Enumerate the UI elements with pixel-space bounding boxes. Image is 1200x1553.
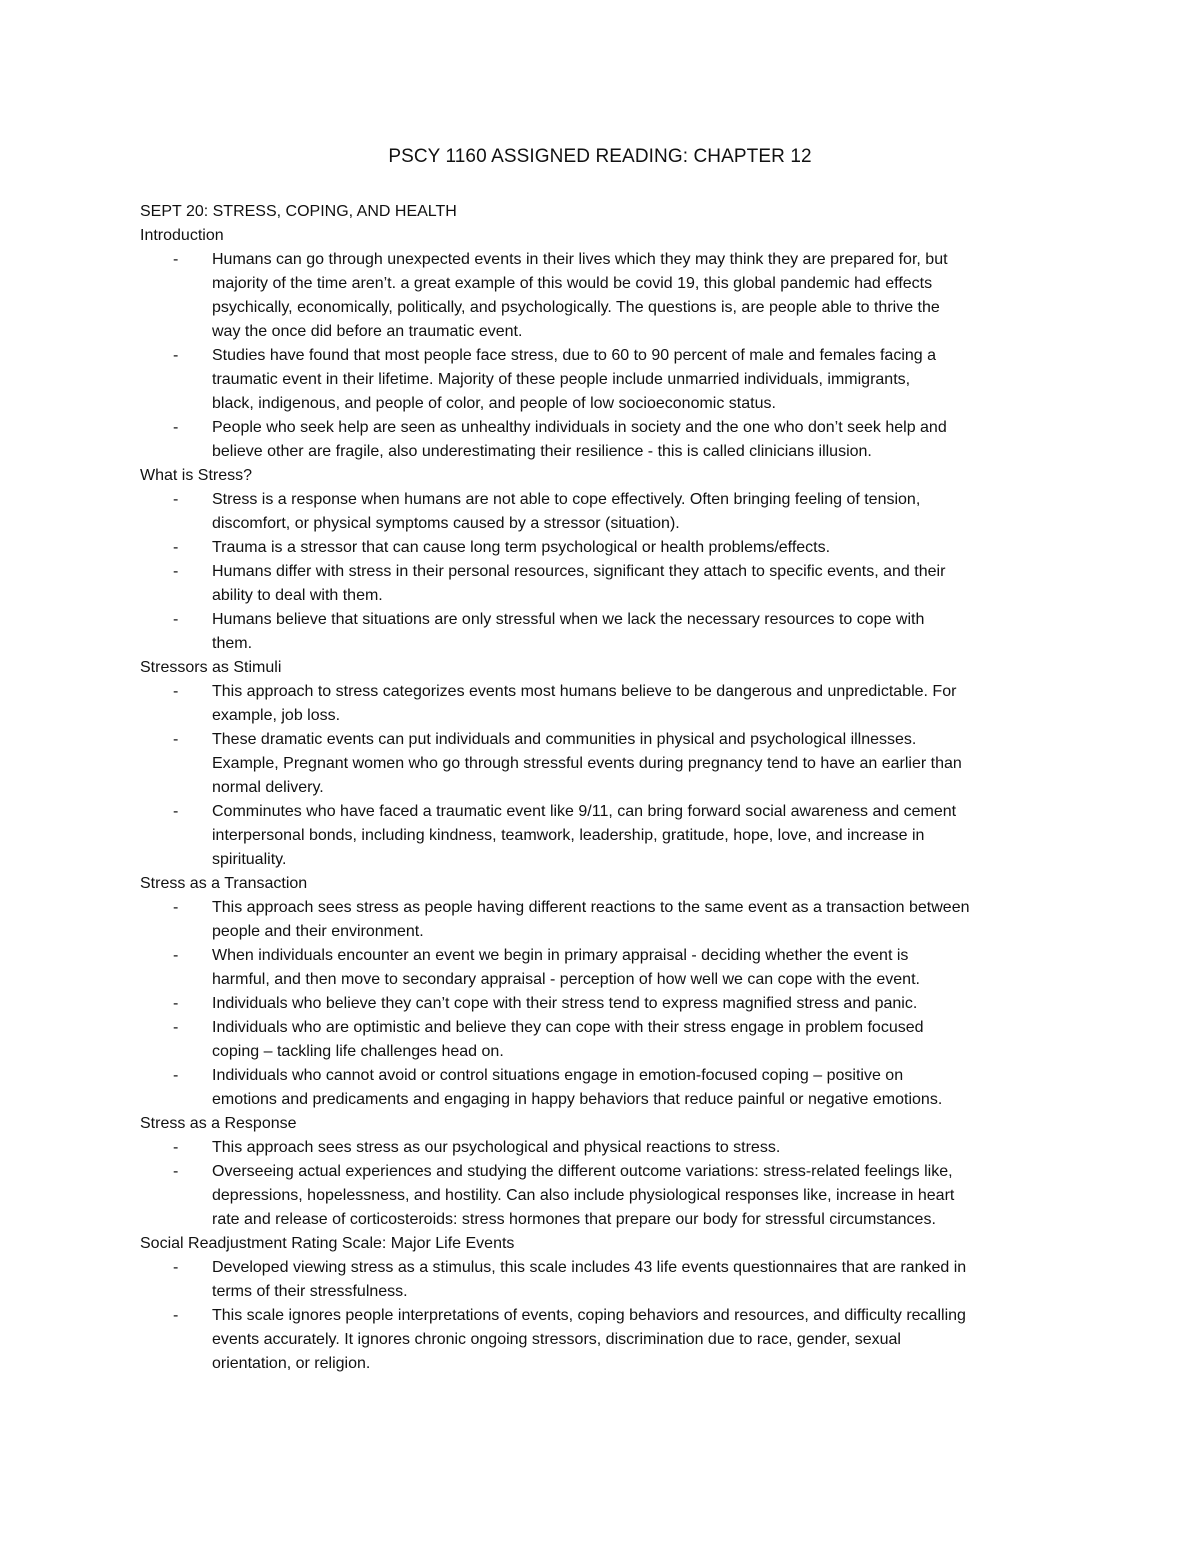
bullet-dash: - xyxy=(173,683,179,700)
date-heading: SEPT 20: STRESS, COPING, AND HEALTH xyxy=(140,203,457,220)
bullet-text xyxy=(212,1136,1060,1160)
bullet-item xyxy=(140,608,1060,656)
bullet-text xyxy=(212,344,1060,416)
bullet-dash: - xyxy=(173,347,179,364)
text-line: harmful, and then move to secondary appraisal - perception of how well we can cope with the event. xyxy=(212,971,920,988)
bullet-dash: - xyxy=(173,539,179,556)
bullet-item xyxy=(140,1064,1060,1112)
bullet-dash: - xyxy=(173,947,179,964)
bullet-item xyxy=(140,944,1060,992)
section xyxy=(140,224,1060,464)
bullet-dash: - xyxy=(173,995,179,1012)
bullet-dash: - xyxy=(173,1259,179,1276)
bullet-item xyxy=(140,992,1060,1016)
text-line: normal delivery. xyxy=(212,779,324,796)
section-heading: Stress as a Transaction xyxy=(140,875,308,892)
bullet-item xyxy=(140,1160,1060,1232)
bullet-text xyxy=(212,992,1060,1016)
text-line: This approach sees stress as people having different reactions to the same event as a transaction between xyxy=(212,899,970,916)
text-line: psychically, economically, politically, and psychologically. The questions is, are people able to thrive the xyxy=(212,299,940,316)
bullet-list xyxy=(140,896,1060,1112)
section xyxy=(140,1112,1060,1232)
bullet-item xyxy=(140,536,1060,560)
bullet-text xyxy=(212,1160,1060,1232)
section xyxy=(140,656,1060,872)
text-line: people and their environment. xyxy=(212,923,424,940)
bullet-list xyxy=(140,680,1060,872)
section-heading: Stress as a Response xyxy=(140,1115,297,1132)
text-line: People who seek help are seen as unhealthy individuals in society and the one who don’t seek help and xyxy=(212,419,947,436)
text-line: Developed viewing stress as a stimulus, this scale includes 43 life events questionnaires that are ranked in xyxy=(212,1259,967,1276)
bullet-item xyxy=(140,896,1060,944)
text-line: orientation, or religion. xyxy=(212,1355,371,1372)
bullet-dash: - xyxy=(173,1163,179,1180)
text-line: Humans can go through unexpected events in their lives which they may think they are prepared for, but xyxy=(212,251,948,268)
bullet-dash: - xyxy=(173,803,179,820)
text-line: events accurately. It ignores chronic ongoing stressors, discrimination due to race, gender, sexual xyxy=(212,1331,901,1348)
bullet-item xyxy=(140,1304,1060,1376)
bullet-text xyxy=(212,488,1060,536)
bullet-item xyxy=(140,1136,1060,1160)
document-body xyxy=(140,200,1060,1376)
bullet-text xyxy=(212,248,1060,344)
text-line: This scale ignores people interpretations of events, coping behaviors and resources, and difficulty recalling xyxy=(212,1307,966,1324)
text-line: This approach to stress categorizes events most humans believe to be dangerous and unpredictable. For xyxy=(212,683,957,700)
bullet-text xyxy=(212,560,1060,608)
bullet-item xyxy=(140,416,1060,464)
section-heading: Stressors as Stimuli xyxy=(140,659,282,676)
bullet-text xyxy=(212,608,1060,656)
text-line: Individuals who cannot avoid or control situations engage in emotion-focused coping – positive on xyxy=(212,1067,904,1084)
bullet-dash: - xyxy=(173,491,179,508)
text-line: Humans differ with stress in their personal resources, significant they attach to specific events, and their xyxy=(212,563,946,580)
text-line: terms of their stressfulness. xyxy=(212,1283,408,1300)
text-line: Overseeing actual experiences and studying the different outcome variations: stress-related feelings like, xyxy=(212,1163,953,1180)
text-line: believe other are fragile, also underestimating their resilience - this is called clinicians illusion. xyxy=(212,443,872,460)
bullet-item xyxy=(140,728,1060,800)
text-line: Comminutes who have faced a traumatic event like 9/11, can bring forward social awareness and cement xyxy=(212,803,957,820)
text-line: them. xyxy=(212,635,253,652)
bullet-dash: - xyxy=(173,251,179,268)
bullet-text xyxy=(212,536,1060,560)
text-line: traumatic event in their lifetime. Majority of these people include unmarried individuals, immigrants, xyxy=(212,371,911,388)
text-line: Individuals who believe they can’t cope with their stress tend to express magnified stress and panic. xyxy=(212,995,918,1012)
text-line: rate and release of corticosteroids: stress hormones that prepare our body for stressful circumstances. xyxy=(212,1211,936,1228)
bullet-text xyxy=(212,800,1060,872)
section xyxy=(140,872,1060,1112)
text-line: Stress is a response when humans are not able to cope effectively. Often bringing feeling of tension, xyxy=(212,491,921,508)
section-heading: Introduction xyxy=(140,227,224,244)
bullet-list xyxy=(140,248,1060,464)
text-line: emotions and predicaments and engaging in happy behaviors that reduce painful or negative emotions. xyxy=(212,1091,943,1108)
section xyxy=(140,464,1060,656)
bullet-item xyxy=(140,488,1060,536)
bullet-dash: - xyxy=(173,419,179,436)
bullet-dash: - xyxy=(173,611,179,628)
bullet-text xyxy=(212,1064,1060,1112)
text-line: black, indigenous, and people of color, and people of low socioeconomic status. xyxy=(212,395,776,412)
bullet-dash: - xyxy=(173,1019,179,1036)
text-line: depressions, hopelessness, and hostility. Can also include physiological responses like, increase in heart xyxy=(212,1187,955,1204)
bullet-dash: - xyxy=(173,731,179,748)
text-line: interpersonal bonds, including kindness, teamwork, leadership, gratitude, hope, love, and increase in xyxy=(212,827,925,844)
bullet-text xyxy=(212,1304,1060,1376)
text-line: discomfort, or physical symptoms caused by a stressor (situation). xyxy=(212,515,680,532)
bullet-text xyxy=(212,1016,1060,1064)
bullet-list xyxy=(140,488,1060,656)
section-heading: What is Stress? xyxy=(140,467,253,484)
bullet-text xyxy=(212,728,1060,800)
text-line: This approach sees stress as our psychological and physical reactions to stress. xyxy=(212,1139,781,1156)
bullet-dash: - xyxy=(173,1139,179,1156)
bullet-item xyxy=(140,680,1060,728)
text-line: When individuals encounter an event we begin in primary appraisal - deciding whether the event is xyxy=(212,947,909,964)
bullet-item xyxy=(140,800,1060,872)
text-line: Humans believe that situations are only stressful when we lack the necessary resources to cope with xyxy=(212,611,925,628)
text-line: Trauma is a stressor that can cause long term psychological or health problems/effects. xyxy=(212,539,831,556)
bullet-dash: - xyxy=(173,563,179,580)
bullet-item xyxy=(140,1016,1060,1064)
bullet-text xyxy=(212,944,1060,992)
bullet-item xyxy=(140,560,1060,608)
bullet-item xyxy=(140,344,1060,416)
text-line: Example, Pregnant women who go through stressful events during pregnancy tend to have an earlier than xyxy=(212,755,962,772)
bullet-dash: - xyxy=(173,1307,179,1324)
text-line: majority of the time aren’t. a great example of this would be covid 19, this global pandemic had effects xyxy=(212,275,933,292)
bullet-list xyxy=(140,1136,1060,1232)
text-line: coping – tackling life challenges head on. xyxy=(212,1043,504,1060)
bullet-item xyxy=(140,1256,1060,1304)
sections-container xyxy=(140,224,1060,1376)
document-title: PSCY 1160 ASSIGNED READING: CHAPTER 12 xyxy=(388,146,812,167)
text-line: example, job loss. xyxy=(212,707,341,724)
bullet-item xyxy=(140,248,1060,344)
bullet-text xyxy=(212,680,1060,728)
section-heading: Social Readjustment Rating Scale: Major Life Events xyxy=(140,1235,515,1252)
bullet-text xyxy=(212,896,1060,944)
text-line: ability to deal with them. xyxy=(212,587,383,604)
text-line: way the once did before an traumatic event. xyxy=(212,323,523,340)
bullet-dash: - xyxy=(173,1067,179,1084)
text-line: spirituality. xyxy=(212,851,287,868)
bullet-text xyxy=(212,416,1060,464)
bullet-text xyxy=(212,1256,1060,1304)
bullet-list xyxy=(140,1256,1060,1376)
bullet-dash: - xyxy=(173,899,179,916)
text-line: Studies have found that most people face stress, due to 60 to 90 percent of male and females facing a xyxy=(212,347,937,364)
section xyxy=(140,1232,1060,1376)
text-line: Individuals who are optimistic and believe they can cope with their stress engage in problem focused xyxy=(212,1019,924,1036)
text-line: These dramatic events can put individuals and communities in physical and psychological illnesses. xyxy=(212,731,917,748)
